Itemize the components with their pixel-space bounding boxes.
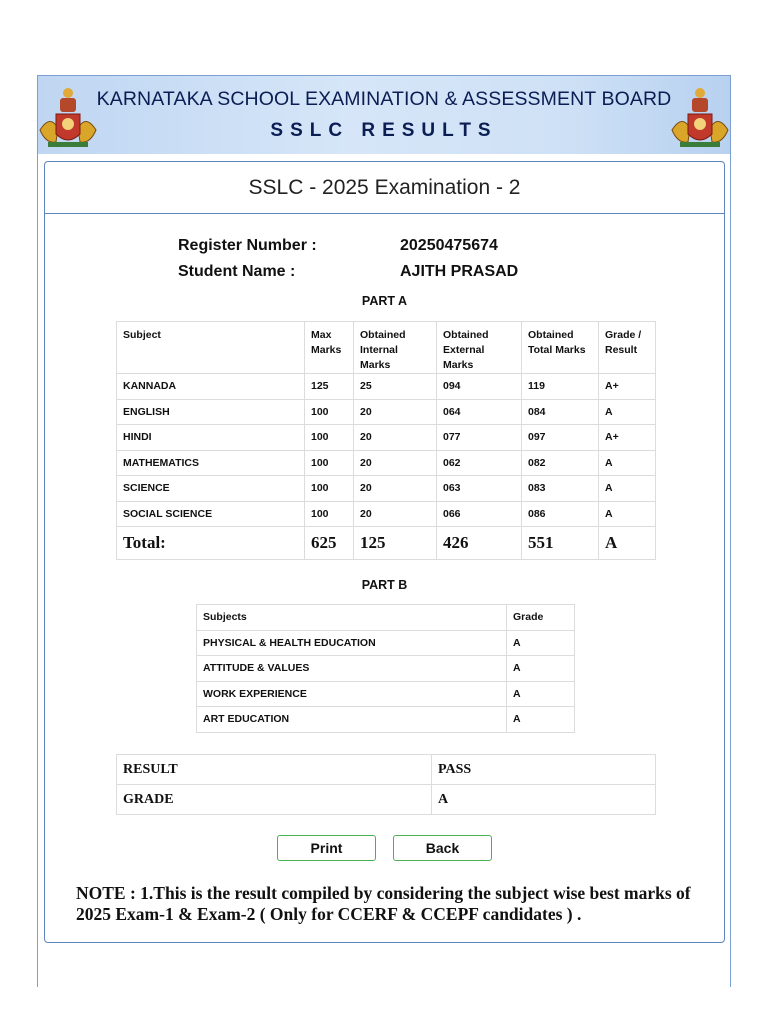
results-subtitle: SSLC RESULTS [270,120,498,141]
register-number-value: 20250475674 [400,237,498,254]
table-row [197,681,575,707]
column-header: Subject [117,322,305,374]
student-name-value: AJITH PRASAD [400,263,519,280]
table-cell: 20 [354,399,437,425]
table-row [117,450,656,476]
table-cell: 100 [305,425,354,451]
table-header-row [117,322,656,374]
table-cell: ATTITUDE & VALUES [197,656,507,682]
table-cell: 064 [437,399,522,425]
total-cell: 551 [522,527,599,560]
table-cell: KANNADA [117,374,305,400]
result-row [117,755,656,785]
table-cell: 077 [437,425,522,451]
table-cell: ENGLISH [117,399,305,425]
part-b-label: PART B [361,578,408,592]
table-cell: 100 [305,399,354,425]
table-row [197,630,575,656]
result-summary-table [116,754,656,815]
table-cell: HINDI [117,425,305,451]
exam-title: SSLC - 2025 Examination - 2 [45,162,724,214]
table-cell: 086 [522,501,599,527]
table-cell: A [599,501,656,527]
result-label: RESULT [117,755,432,785]
note-text: NOTE : 1.This is the result compiled by considering the subject wise best marks of 2025 Exam-1 & Exam-2 ( Only for CCERF & CCEPF candidates ) . [76,883,691,924]
column-header: Obtained External Marks [437,322,522,374]
back-button[interactable]: Back [393,835,492,861]
total-cell: 426 [437,527,522,560]
table-cell: 125 [305,374,354,400]
register-number-label: Register Number : [178,237,317,254]
table-cell: A [507,707,575,733]
grade-value: A [432,785,656,815]
table-header-row [197,605,575,631]
table-cell: A [599,450,656,476]
table-cell: ART EDUCATION [197,707,507,733]
total-label: Total: [117,527,305,560]
table-cell: A [599,476,656,502]
grade-row [117,785,656,815]
table-cell: 20 [354,501,437,527]
table-cell: PHYSICAL & HEALTH EDUCATION [197,630,507,656]
table-row [117,425,656,451]
part-a-table [116,321,656,560]
column-header: Max Marks [305,322,354,374]
table-cell: SCIENCE [117,476,305,502]
table-row [117,501,656,527]
table-cell: A [507,656,575,682]
board-title: KARNATAKA SCHOOL EXAMINATION & ASSESSMENT BOARD [96,88,672,110]
column-header: Grade / Result [599,322,656,374]
table-cell: 20 [354,476,437,502]
table-row [197,656,575,682]
table-cell: WORK EXPERIENCE [197,681,507,707]
state-emblem-icon [668,84,732,150]
result-card [44,161,725,943]
table-cell: 082 [522,450,599,476]
table-cell: 063 [437,476,522,502]
table-cell: 094 [437,374,522,400]
table-cell: SOCIAL SCIENCE [117,501,305,527]
table-cell: 25 [354,374,437,400]
table-row [117,476,656,502]
part-b-table [196,604,575,733]
table-row [117,374,656,400]
table-row [197,707,575,733]
table-cell: 100 [305,476,354,502]
table-row [117,399,656,425]
table-cell: 20 [354,425,437,451]
grade-label: GRADE [117,785,432,815]
student-name-label: Student Name : [178,263,296,280]
column-header: Obtained Total Marks [522,322,599,374]
table-cell: 20 [354,450,437,476]
table-cell: A [507,630,575,656]
table-cell: MATHEMATICS [117,450,305,476]
total-cell: 125 [354,527,437,560]
print-button[interactable]: Print [277,835,376,861]
part-a-label: PART A [361,294,408,308]
table-cell: 119 [522,374,599,400]
column-header: Subjects [197,605,507,631]
result-value: PASS [432,755,656,785]
table-cell: 062 [437,450,522,476]
total-row [117,527,656,560]
table-cell: 100 [305,501,354,527]
table-cell: A [599,399,656,425]
total-cell: A [599,527,656,560]
table-cell: A+ [599,374,656,400]
header-banner [38,76,730,154]
table-cell: A+ [599,425,656,451]
table-cell: 084 [522,399,599,425]
column-header: Grade [507,605,575,631]
column-header: Obtained Internal Marks [354,322,437,374]
total-cell: 625 [305,527,354,560]
table-cell: 066 [437,501,522,527]
table-cell: 100 [305,450,354,476]
table-cell: A [507,681,575,707]
table-cell: 097 [522,425,599,451]
table-cell: 083 [522,476,599,502]
